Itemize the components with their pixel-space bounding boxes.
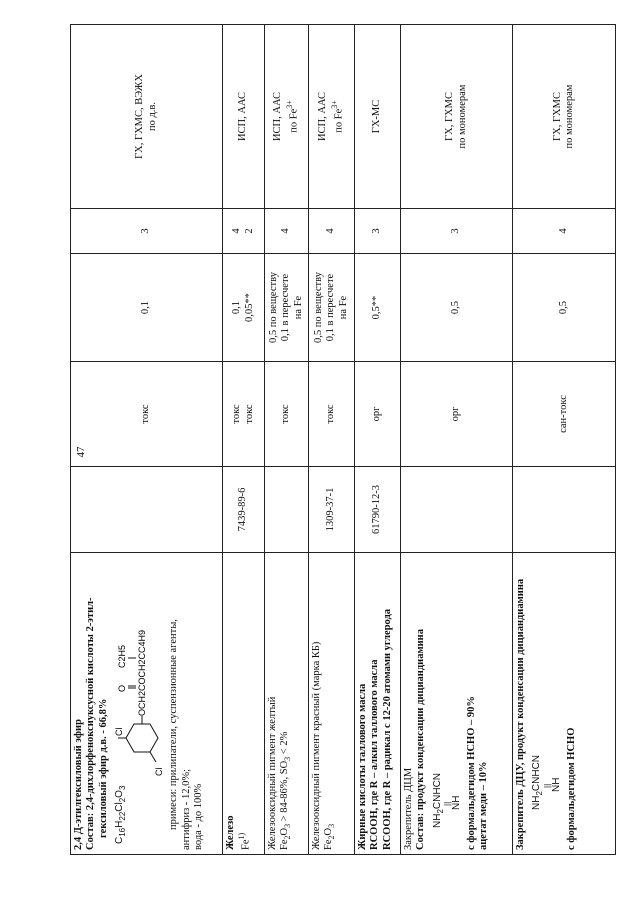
class-cell: 3 (71, 209, 223, 254)
composition-line: с формальдегидом HCHO (565, 727, 577, 850)
method-line: по мономерам (564, 84, 575, 149)
hazard-cell: токс (265, 362, 309, 467)
table-row (71, 25, 223, 855)
hazard-line: токс (231, 404, 243, 424)
value-cell: 0,5 (401, 254, 513, 362)
value-cell (265, 254, 309, 362)
value-line: 0,1 (231, 300, 243, 315)
cl-left-label: Cl (154, 767, 165, 776)
cas-cell (265, 467, 309, 553)
method-cell (401, 25, 513, 209)
method-cell (513, 25, 616, 209)
double-bond-icon: || (542, 783, 552, 788)
composition-line: гексиловый эфир д.в. - 66,8% (97, 698, 109, 838)
method-line: по $Fe^{3+}$ (329, 100, 345, 133)
substance-name: Железо (225, 815, 236, 850)
structure-formula: $NH_2CNHCN$ (431, 772, 445, 828)
table-row (309, 25, 355, 855)
substance-cell (513, 553, 616, 855)
substance-name: Жирные кислоты таллового масла (357, 683, 368, 850)
cas-cell: 7439-89-6 (223, 467, 265, 553)
value-cell: 0,5 (513, 254, 616, 362)
method-line: ГХ, ГХМС (444, 92, 456, 141)
value-cell (223, 254, 265, 362)
cas-cell (71, 467, 223, 553)
cl-top-label: Cl (114, 727, 125, 736)
method-line: ГХ, ГХМС (551, 92, 563, 141)
class-cell: 4 (513, 209, 616, 254)
structure-formula: $NH_2CNHCN$ (531, 754, 545, 810)
substance-name: Железооксидный пигмент красный (марка КБ) (311, 641, 322, 850)
substance-formula: Fe (240, 839, 252, 850)
substance-formula: $Fe_2O_3 > 84-86\%$, $SO_3 < 2\%$ (279, 731, 293, 850)
class-cell (223, 209, 265, 254)
value-line: 0,05** (243, 293, 255, 322)
method-line: по $Fe^{3+}$ (284, 100, 300, 133)
method-line: по мономерам (456, 84, 468, 149)
substance-formula: RCOOH, где R – алкил таллового масла (369, 659, 381, 850)
substance-cell (401, 553, 513, 855)
double-bond-icon: || (443, 801, 453, 806)
molecular-formula: $C_{16}H_{22}Cl_2O_3$ (114, 785, 128, 844)
table-rotation-frame (70, 25, 615, 855)
cas-cell (513, 467, 616, 553)
table-row (265, 25, 309, 855)
composition-line: ацетат меди – 10% (478, 761, 490, 850)
composition-line: Состав: 2,4-дихлорфеноксиуксусной кислоты 2-этил- (85, 597, 97, 850)
structure-formula: NH (550, 777, 562, 792)
class-line: 2 (243, 228, 255, 234)
value-line: на Fe (292, 295, 304, 320)
table-row (355, 25, 401, 855)
hazard-line: токс (243, 404, 255, 424)
value-line: 0,1 в пересчете (280, 273, 292, 342)
hazard-cell (223, 362, 265, 467)
method-cell (265, 25, 309, 209)
ethyl-label: C2H5 (117, 644, 128, 668)
substance-formula: $Fe_2O_3$ (323, 823, 337, 850)
substance-cell (265, 553, 309, 855)
substance-name: 2,4 Д-этилгексиловый эфир (73, 719, 84, 850)
oxygen-label: O (117, 684, 128, 692)
method-line: ИСП, ААС (272, 91, 284, 142)
composition-line: Состав: продукт конденсации дициандиамина (415, 629, 427, 850)
impurities-line: вода - до 100% (192, 783, 204, 850)
class-cell: 4 (265, 209, 309, 254)
footnote-mark: 1) (237, 832, 247, 840)
substance-formula: RCOOH, где R – радикал с 12-20 атомами углерода (381, 608, 393, 850)
value-line: на Fe (337, 295, 349, 320)
impurities-line: примеси: прилипатели, суспензионные агенты, (168, 619, 180, 830)
substance-cell (71, 553, 223, 855)
substance-name: Железооксидный пигмент желтый (267, 696, 278, 850)
structure-block (114, 557, 166, 844)
method-cell (309, 25, 355, 209)
substances-table (70, 24, 616, 855)
structural-formula-icon (114, 601, 166, 776)
class-cell: 4 (309, 209, 355, 254)
value-line: 0,1 в пересчете (325, 273, 337, 342)
class-cell: 3 (401, 209, 513, 254)
hazard-cell: орг (401, 362, 513, 467)
composition-line: с формальдегидом HCHO – 90% (465, 696, 477, 850)
substance-cell (309, 553, 355, 855)
substance-name: Закрепитель ДЦМ (403, 767, 414, 850)
side-chain-label: OCH2COCH2CC4H9 (137, 629, 148, 716)
value-line: 0,5 по веществу (312, 272, 324, 343)
impurities-line: антифриз - 12,0%; (180, 768, 192, 850)
table-row (223, 25, 265, 855)
method-line: ГХ, ГХМС, ВЭЖХ (134, 74, 146, 159)
value-cell (309, 254, 355, 362)
method-cell: ГХ-МС (355, 25, 401, 209)
value-cell: 0,1 (71, 254, 223, 362)
method-cell (71, 25, 223, 209)
method-line: по д.в. (146, 101, 158, 132)
hazard-cell: сан-токс (513, 362, 616, 467)
class-line: 4 (231, 228, 243, 234)
table-row (401, 25, 513, 855)
substance-cell (355, 553, 401, 855)
hazard-cell: токс (71, 362, 223, 467)
value-cell: 0,5** (355, 254, 401, 362)
substance-cell (223, 553, 265, 855)
value-line: 0,5 по веществу (267, 272, 279, 343)
rotated-table-area (70, 25, 615, 855)
hazard-cell: орг (355, 362, 401, 467)
cas-cell: 1309-37-1 (309, 467, 355, 553)
hazard-cell: токс (309, 362, 355, 467)
cas-cell (401, 467, 513, 553)
page-number: 47 (75, 446, 87, 458)
class-cell: 3 (355, 209, 401, 254)
table-row (513, 25, 616, 855)
method-cell: ИСП, ААС (223, 25, 265, 209)
cas-cell: 61790-12-3 (355, 467, 401, 553)
substance-name: Закрепитель ДЦУ, продукт конденсации дициандиамина (515, 578, 526, 850)
structure-formula: NH (451, 795, 463, 810)
method-line: ИСП, ААС (317, 91, 329, 142)
